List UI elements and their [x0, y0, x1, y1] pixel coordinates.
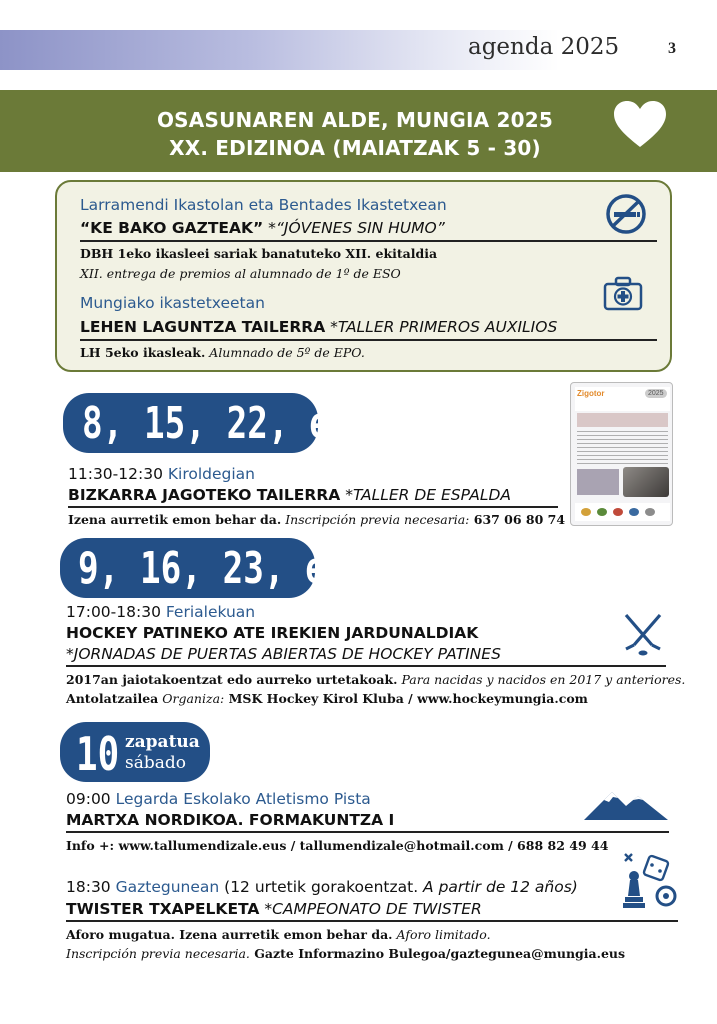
divider [66, 920, 678, 922]
banner-title: OSASUNAREN ALDE, MUNGIA 2025 [156, 108, 553, 132]
event-poster-thumbnail [570, 382, 673, 526]
poster-photo [623, 467, 669, 497]
event-age-eu: (12 urtetik gorakoentzat. [219, 878, 419, 896]
sponsor-logo [629, 508, 639, 516]
event-place: Legarda Eskolako Atletismo Pista [115, 790, 371, 808]
games-chess-dice-icon [622, 852, 678, 914]
banner-subtitle: XX. EDIZINOA (MAIATZAK 5 - 30) [169, 136, 541, 160]
note-eu: Aforo mugatua. Izena aurretik emon behar da. [66, 927, 393, 942]
day-number: 10 [76, 727, 120, 781]
event-time: 18:30 [66, 878, 116, 896]
event-title-eu: TWISTER TXAPELKETA [66, 900, 260, 918]
event-description-eu: DBH 1eko ikasleei sariak banatuteko XII. ekitaldia [80, 246, 438, 261]
divider [66, 665, 666, 667]
event-title-eu: BIZKARRA JAGOTEKO TAILERRA [68, 486, 341, 504]
page-number: 3 [668, 40, 676, 57]
event-note [66, 672, 685, 687]
note-eu: 2017an jaiotakoentzat edo aurreko urtetakoak. [66, 672, 398, 687]
organizer-label-eu: Antolatzailea [66, 691, 159, 706]
organizer-label-es: Organiza: [158, 691, 225, 706]
event-age-es: A partir de 12 años) [418, 878, 578, 896]
note-es: Aforo limitado. [392, 927, 491, 942]
divider [80, 339, 657, 341]
event-title-es: *TALLER PRIMEROS AUXILIOS [325, 318, 558, 336]
first-aid-kit-icon [602, 275, 644, 311]
divider [80, 240, 657, 242]
divider [68, 506, 558, 508]
event-title [80, 219, 445, 237]
event-place: Gaztegunean [115, 878, 220, 896]
hockey-sticks-icon [618, 613, 668, 657]
note-es: Inscripción previa necesaria. [66, 946, 250, 961]
no-smoking-icon [605, 193, 647, 235]
agenda-title: agenda 2025 [468, 34, 620, 60]
event-note [68, 512, 565, 527]
event-time: 17:00-18:30 [66, 603, 166, 621]
poster-year: 2025 [645, 389, 667, 398]
organizer-name: MSK Hockey Kirol Kluba / www.hockeymungia.com [224, 691, 588, 706]
sponsor-logo [597, 508, 607, 516]
event-info-contact: Info +: www.tallumendizale.eus / tallumendizale@hotmail.com / 688 82 49 44 [66, 838, 609, 853]
event-title-eu: HOCKEY PATINEKO ATE IREKIEN JARDUNALDIAK [66, 624, 479, 642]
day-name-eu: zapatua [125, 732, 200, 752]
note-es: Para nacidas y nacidos en 2017 y anteriores. [397, 672, 686, 687]
event-description-es: XII. entrega de premios al alumnado de 1º de ESO [80, 266, 401, 281]
event-note [66, 927, 491, 942]
contact-info: Gazte Informazino Bulegoa/gaztegunea@mungia.eus [249, 946, 626, 961]
event-title-es: *TALLER DE ESPALDA [340, 486, 511, 504]
event-time: 09:00 [66, 790, 116, 808]
event-contact [66, 946, 625, 961]
event-time-place [66, 878, 578, 896]
event-title-eu: LEHEN LAGUNTZA TAILERRA [80, 318, 326, 336]
sponsor-logo [613, 508, 623, 516]
event-title [66, 900, 482, 918]
event-location: Larramendi Ikastolan eta Bentades Ikastetxean [80, 196, 447, 214]
event-location: Mungiako ikastetxeetan [80, 294, 265, 312]
event-dates: 8, 15, 22, eta 29 [82, 398, 434, 449]
event-organizer [66, 691, 588, 706]
phone-number: 637 06 80 74 [469, 512, 566, 527]
event-time-place [66, 603, 255, 621]
divider [66, 831, 669, 833]
event-dates: 9, 16, 23, eta 30 [78, 543, 430, 594]
sponsor-logo [645, 508, 655, 516]
event-time-place [66, 790, 371, 808]
poster-info-box [577, 469, 619, 495]
poster-title-band [577, 413, 668, 427]
event-title-eu: “KE BAKO GAZTEAK” [80, 219, 264, 237]
event-title [68, 486, 511, 504]
event-description-eu: LH 5eko ikasleak. [80, 345, 206, 360]
mountains-icon [582, 786, 670, 822]
event-time: 11:30-12:30 [68, 465, 168, 483]
event-title: MARTXA NORDIKOA. FORMAKUNTZA I [66, 811, 395, 829]
poster-text-block [577, 431, 668, 467]
event-title-es: *JORNADAS DE PUERTAS ABIERTAS DE HOCKEY PATINES [66, 645, 501, 663]
sponsor-logo [581, 508, 591, 516]
note-es: Inscripción previa necesaria: [281, 512, 470, 527]
event-description [80, 345, 365, 360]
event-title [80, 318, 557, 336]
event-title-es: *CAMPEONATO DE TWISTER [259, 900, 482, 918]
event-place: Ferialekuan [165, 603, 256, 621]
poster-brand: Zigotor [577, 389, 605, 398]
event-place: Kiroldegian [167, 465, 255, 483]
event-description-es: Alumnado de 5º de EPO. [205, 345, 365, 360]
day-name-es: sábado [125, 753, 186, 773]
event-title-es: *“JÓVENES SIN HUMO” [263, 219, 445, 237]
heart-icon [612, 100, 668, 150]
note-eu: Izena aurretik emon behar da. [68, 512, 282, 527]
event-time-place [68, 465, 255, 483]
